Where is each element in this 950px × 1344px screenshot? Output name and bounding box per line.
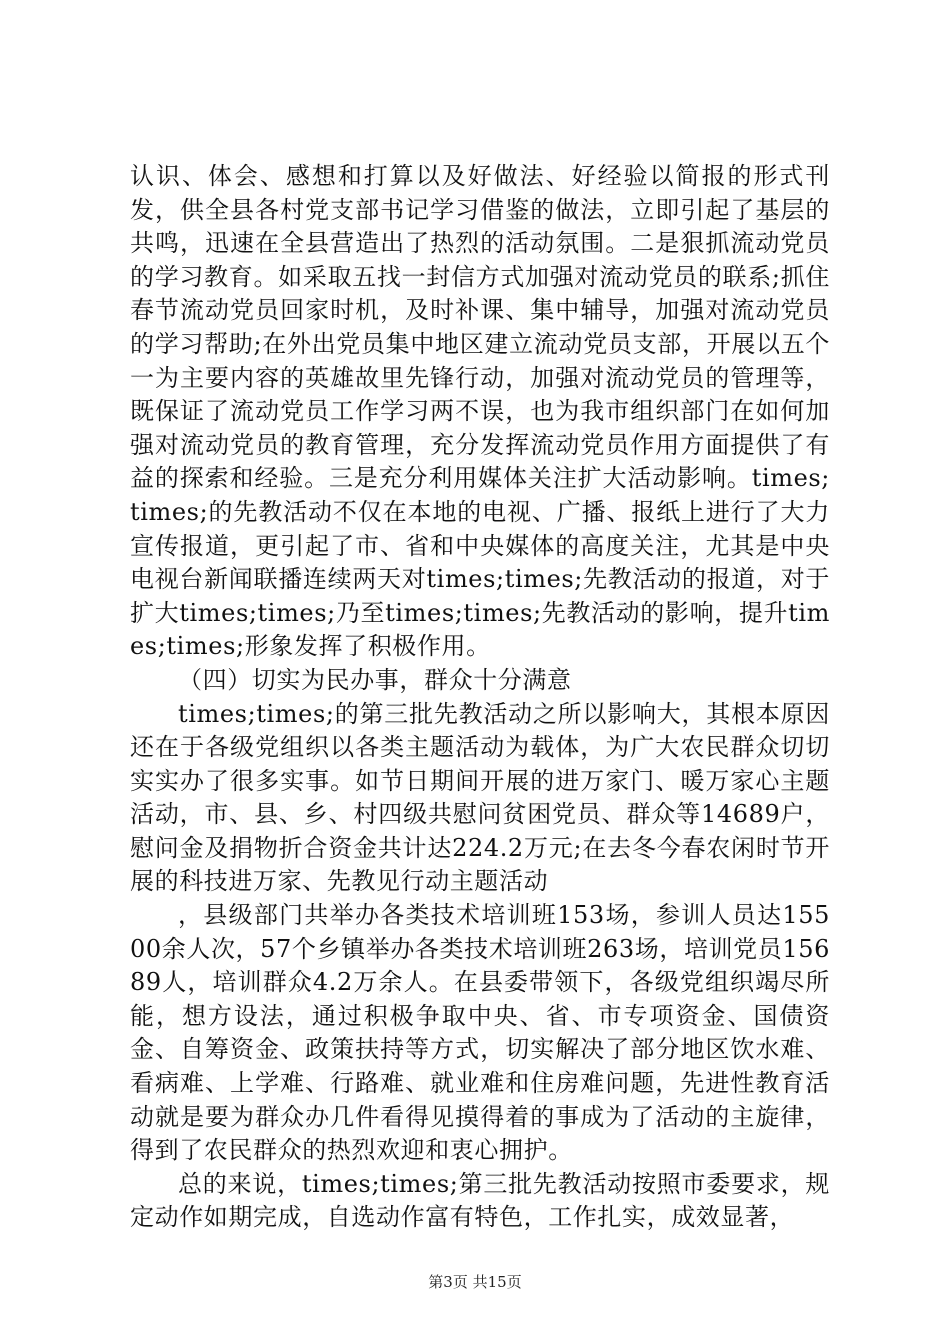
page-number-footer: 第3页 共15页 [428,1273,522,1291]
paragraph: 总的来说，times;times;第三批先教活动按照市委要求，规定动作如期完成，自选动作富有特色，工作扎实，成效显著， [130,1169,830,1232]
paragraph: ，县级部门共举办各类技术培训班153场，参训人员达15500余人次，57个乡镇举办各类技术培训班263场，培训党员15689人，培训群众4.2万余人。在县委带领下，各级党组织竭尽所能，想方设法，通过积极争取中央、省、市专项资金、国债资金、自筹资金、政策扶持等方式，切实解决了部分地区饮水难、看病难、上学难、行路难、就业难和住房难问题，先进性教育活动就是要为群众办几件看得见摸得着的事成为了活动的主旋律，得到了农民群众的热烈欢迎和衷心拥护。 [130,901,830,1165]
paragraph-continuation: 认识、体会、感想和打算以及好做法、好经验以简报的形式刊发，供全县各村党支部书记学习借鉴的做法，立即引起了基层的共鸣，迅速在全县营造出了热烈的活动氛围。二是狠抓流动党员的学习教育。如采取五找一封信方式加强对流动党员的联系;抓住春节流动党员回家时机，及时补课、集中辅导，加强对流动党员的学习帮助;在外出党员集中地区建立流动党员支部，开展以五个一为主要内容的英雄故里先锋行动，加强对流动党员的管理等，既保证了流动党员工作学习两不误，也为我市组织部门在如何加强对流动党员的教育管理，充分发挥流动党员作用方面提供了有益的探索和经验。三是充分利用媒体关注扩大活动影响。times;times;的先教活动不仅在本地的电视、广播、报纸上进行了大力宣传报道，更引起了市、省和中央媒体的高度关注，尤其是中央电视台新闻联播连续两天对times;times;先教活动的报道，对于扩大times;times;乃至times;times;先教活动的影响，提升times;times;形象发挥了积极作用。 [130,162,830,661]
document-body [130,160,830,1235]
paragraph: times;times;的第三批先教活动之所以影响大，其根本原因还在于各级党组织以各类主题活动为载体，为广大农民群众切切实实办了很多实事。如节日期间开展的进万家门、暖万家心主题活动，市、县、乡、村四级共慰问贫困党员、群众等14689户，慰问金及捐物折合资金共计达224.2万元;在去冬今春农闲时节开展的科技进万家、先教见行动主题活动 [130,699,830,896]
section-heading: （四）切实为民办事，群众十分满意 [178,665,572,694]
